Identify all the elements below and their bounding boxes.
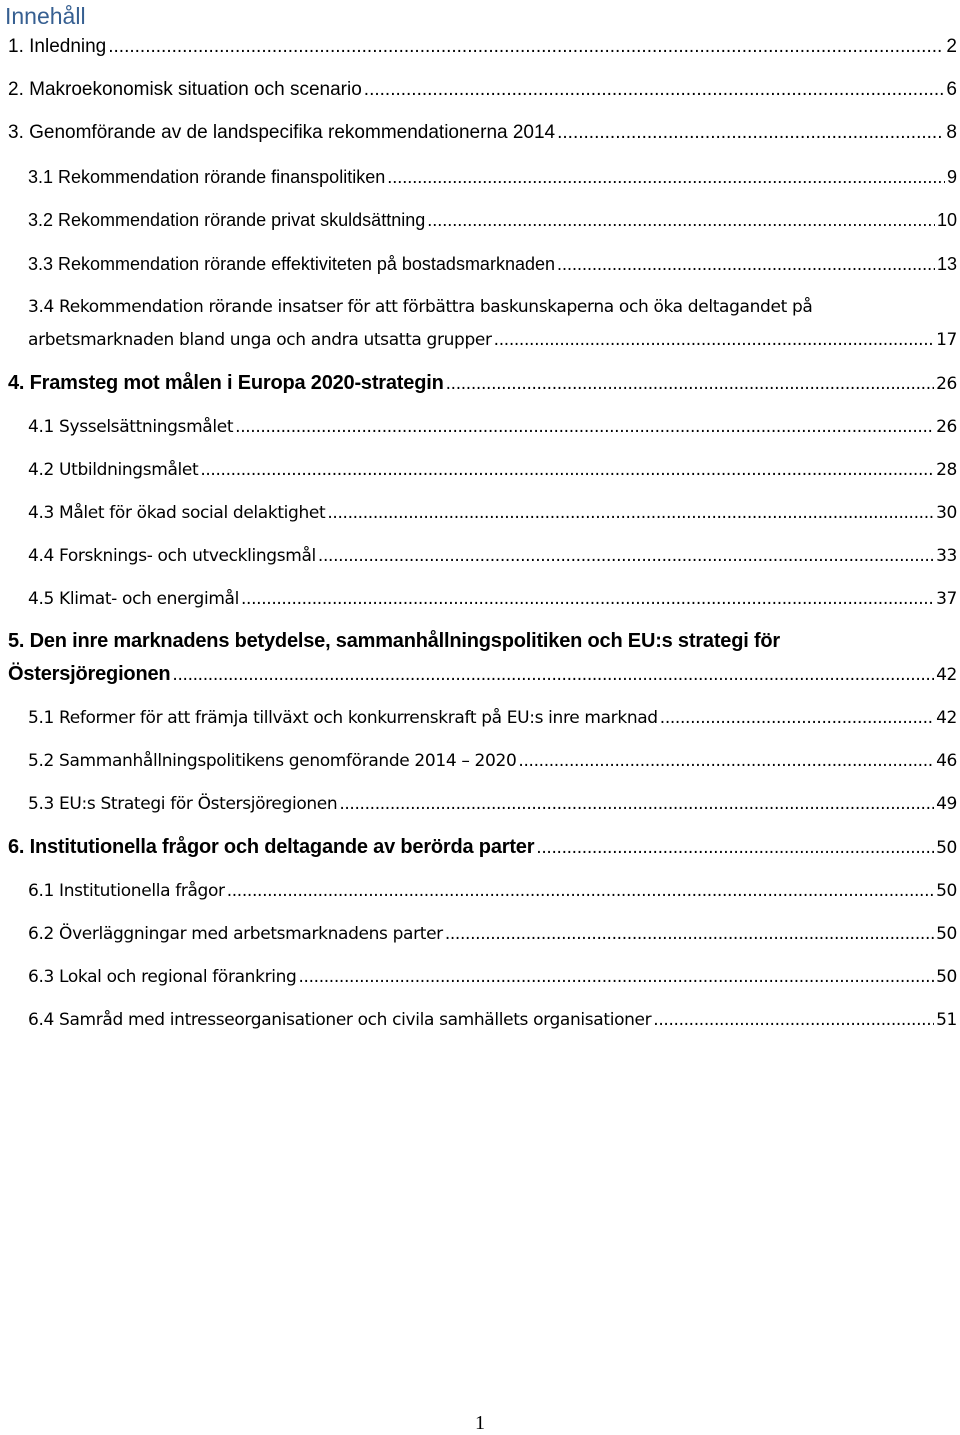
toc-leader-dots xyxy=(387,167,945,188)
toc-entry-title-line1[interactable]: 3.4 Rekommendation rörande insatser för att förbättra baskunskaperna och öka deltagandet på xyxy=(28,297,813,317)
toc-leader-dots xyxy=(364,79,945,101)
toc-leader-dots xyxy=(427,210,935,231)
toc-entry-page: 9 xyxy=(946,167,957,187)
toc-entry[interactable] xyxy=(28,417,957,437)
toc-entry-title: 6.2 Överläggningar med arbetsmarknadens parter xyxy=(28,924,443,944)
toc-entry[interactable] xyxy=(28,1010,957,1030)
toc-leader-dots xyxy=(445,924,934,944)
toc-entry-page: 8 xyxy=(946,122,957,143)
toc-entry-title: 6. Institutionella frågor och deltagande av berörda parter xyxy=(8,836,535,858)
toc-entry-page: 50 xyxy=(936,881,957,901)
toc-entry-title-line2: arbetsmarknaden bland unga och andra utsatta grupper xyxy=(28,330,492,350)
toc-leader-dots xyxy=(241,589,934,609)
toc-entry-title: 1. Inledning xyxy=(8,36,107,57)
toc-leader-dots xyxy=(518,751,934,771)
toc-entry[interactable] xyxy=(28,924,957,944)
toc-entry-page: 26 xyxy=(936,374,957,394)
toc-entry-title: 3.2 Rekommendation rörande privat skuldsättning xyxy=(28,210,426,230)
toc-entry[interactable] xyxy=(8,79,957,101)
toc-leader-dots xyxy=(557,122,944,144)
toc-entry-page: 30 xyxy=(936,503,957,523)
toc-entry-page: 33 xyxy=(936,546,957,566)
toc-entry-page: 28 xyxy=(936,460,957,480)
toc-entry[interactable] xyxy=(28,589,957,609)
toc-entry-page: 51 xyxy=(936,1010,957,1030)
toc-entry-title: 4.4 Forsknings- och utvecklingsmål xyxy=(28,546,316,566)
toc-entry-title: 3.3 Rekommendation rörande effektiviteten på bostadsmarknaden xyxy=(28,254,555,274)
toc-entry-page: 6 xyxy=(946,79,957,100)
toc-entry-page: 46 xyxy=(936,751,957,771)
toc-entry-title: 5.2 Sammanhållningspolitikens genomförande 2014 – 2020 xyxy=(28,751,517,771)
toc-entry-page: 49 xyxy=(936,794,957,814)
toc-entry[interactable] xyxy=(28,460,957,480)
toc-entry[interactable] xyxy=(28,967,957,987)
toc-entry-page: 50 xyxy=(936,838,957,858)
toc-entry-title: 3. Genomförande av de landspecifika rekommendationerna 2014 xyxy=(8,122,556,143)
toc-leader-dots xyxy=(327,503,934,523)
toc-leader-dots xyxy=(536,838,934,858)
toc-entry-title: 5.1 Reformer för att främja tillväxt och konkurrenskraft på EU:s inre marknad xyxy=(28,708,658,728)
toc-entry-title: 5.3 EU:s Strategi för Östersjöregionen xyxy=(28,794,338,814)
toc-leader-dots xyxy=(298,967,934,987)
toc-entry-title: 4.1 Sysselsättningsmålet xyxy=(28,417,234,437)
toc-entry-page: 17 xyxy=(936,330,957,350)
toc-leader-dots xyxy=(318,546,934,566)
toc-entry-title: 6.1 Institutionella frågor xyxy=(28,881,225,901)
toc-entry[interactable] xyxy=(28,546,957,566)
toc-entry-page: 42 xyxy=(936,665,957,685)
toc-leader-dots xyxy=(653,1010,934,1030)
toc-leader-dots xyxy=(200,460,934,480)
toc-entry[interactable] xyxy=(28,708,957,728)
toc-leader-dots xyxy=(227,881,934,901)
toc-entry-title: 3.1 Rekommendation rörande finanspolitiken xyxy=(28,167,386,187)
toc-entry-page: 26 xyxy=(936,417,957,437)
toc-leader-dots xyxy=(172,665,934,685)
toc-leader-dots xyxy=(446,374,934,394)
toc-entry-title: 4.5 Klimat- och energimål xyxy=(28,589,239,609)
toc-entry[interactable] xyxy=(28,210,957,231)
toc-entry-page: 10 xyxy=(936,210,957,230)
toc-entry-page: 42 xyxy=(936,708,957,728)
toc-entry-title: 6.3 Lokal och regional förankring xyxy=(28,967,297,987)
toc-entry[interactable] xyxy=(8,663,957,686)
toc-leader-dots xyxy=(557,254,935,275)
toc-entry[interactable] xyxy=(28,254,957,275)
toc-entry-title: 4.2 Utbildningsmålet xyxy=(28,460,199,480)
toc-entry[interactable] xyxy=(8,122,957,144)
toc-entry-title-line2: Östersjöregionen xyxy=(8,663,171,685)
toc-entry[interactable] xyxy=(28,881,957,901)
toc-entry-page: 37 xyxy=(936,589,957,609)
toc-entry-page: 2 xyxy=(946,36,957,57)
toc-entry[interactable] xyxy=(28,167,957,188)
toc-entry[interactable] xyxy=(8,836,957,859)
toc-leader-dots xyxy=(339,794,934,814)
toc-leader-dots xyxy=(494,330,934,350)
toc-entry-title-line1[interactable]: 5. Den inre marknadens betydelse, sammanhållningspolitiken och EU:s strategi för xyxy=(8,630,780,652)
toc-entry[interactable] xyxy=(8,36,957,58)
toc-leader-dots xyxy=(660,708,934,728)
toc-entry-page: 50 xyxy=(936,967,957,987)
toc-leader-dots xyxy=(235,417,934,437)
toc-entry[interactable] xyxy=(28,794,957,814)
toc-entry-title: 2. Makroekonomisk situation och scenario xyxy=(8,79,362,100)
toc-entry-title: 4.3 Målet för ökad social delaktighet xyxy=(28,503,326,523)
toc-entry[interactable] xyxy=(8,372,957,395)
footer-page-number: 1 xyxy=(475,1412,485,1434)
toc-entry-title: 4. Framsteg mot målen i Europa 2020-strategin xyxy=(8,372,444,394)
toc-entry[interactable] xyxy=(28,751,957,771)
toc-entry-title: 6.4 Samråd med intresseorganisationer och civila samhällets organisationer xyxy=(28,1010,652,1030)
toc-entry[interactable] xyxy=(28,503,957,523)
toc-entry-page: 50 xyxy=(936,924,957,944)
toc-entry-page: 13 xyxy=(936,254,957,274)
toc-leader-dots xyxy=(108,36,944,58)
toc-heading: Innehåll xyxy=(5,3,86,29)
toc-entry[interactable] xyxy=(28,330,957,350)
